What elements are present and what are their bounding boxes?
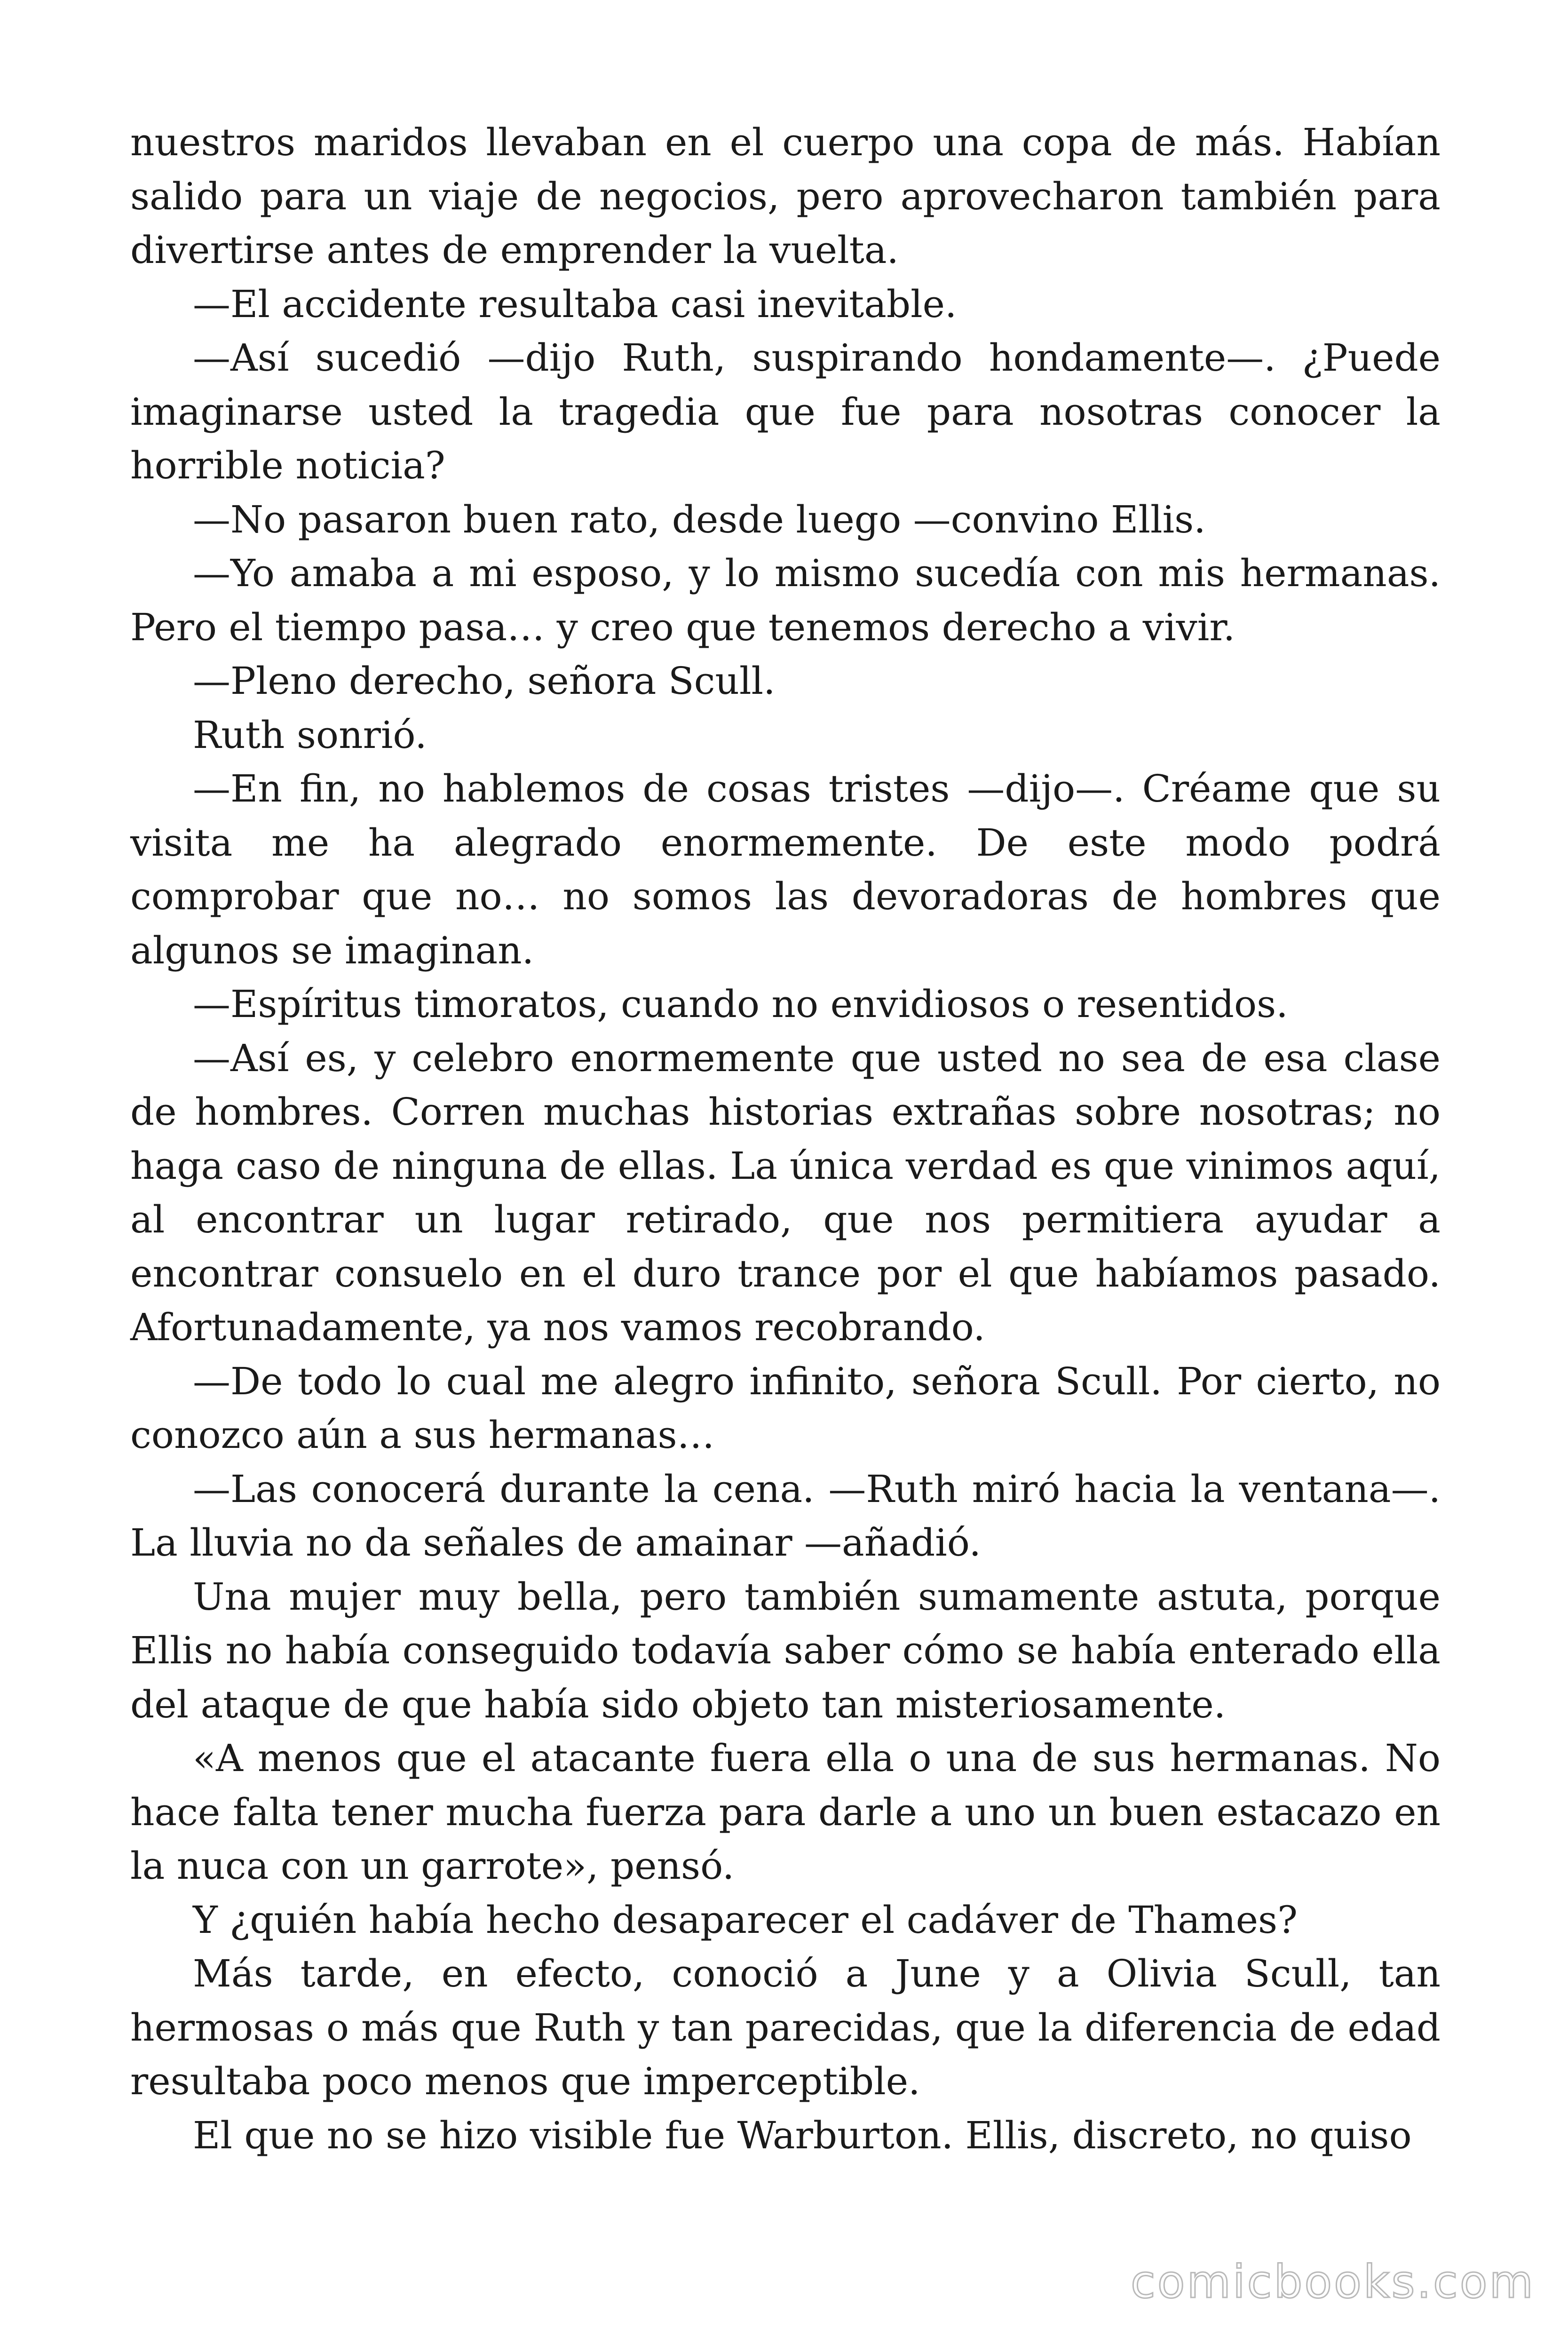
paragraph: Y ¿quién había hecho desaparecer el cadáver de Thames? xyxy=(193,1898,1298,1942)
paragraph: —Espíritus timoratos, cuando no envidiosos o resentidos. xyxy=(193,982,1288,1026)
paragraph: —En fin, no hablemos de cosas tristes —dijo—. Créame que su visita me ha alegrado enormemente. De este modo podrá comprobar que no… no somos las devoradoras de hombres que algunos se imaginan. xyxy=(130,767,1441,972)
paragraph: Ruth sonrió. xyxy=(193,713,427,757)
paragraph: —Así sucedió —dijo Ruth, suspirando hondamente—. ¿Puede imaginarse usted la tragedia que fue para nosotras conocer la horrible noticia? xyxy=(130,336,1441,487)
paragraph: nuestros maridos llevaban en el cuerpo una copa de más. Habían salido para un viaje de negocios, pero aprovecharon también para divertirse antes de emprender la vuelta. xyxy=(130,120,1441,272)
paragraph: —Pleno derecho, señora Scull. xyxy=(193,659,776,703)
paragraph: Una mujer muy bella, pero también sumamente astuta, porque Ellis no había conseguido todavía saber cómo se había enterado ella del ataque de que había sido objeto tan misteriosamente. xyxy=(130,1574,1441,1726)
book-page xyxy=(130,116,1441,2162)
paragraph: —Así es, y celebro enormemente que usted no sea de esa clase de hombres. Corren muchas historias extrañas sobre nosotras; no haga caso de ninguna de ellas. La única verdad es que vinimos aquí, al encontrar un lugar retirado, que nos permitiera ayudar a encontrar consuelo en el duro trance por el que habíamos pasado. Afortunadamente, ya nos vamos recobrando. xyxy=(130,1036,1441,1349)
paragraph: El que no se hizo visible fue Warburton. Ellis, discreto, no quiso xyxy=(193,2113,1412,2157)
paragraph: «A menos que el atacante fuera ella o una de sus hermanas. No hace falta tener mucha fuerza para darle a uno un buen estacazo en la nuca con un garrote», pensó. xyxy=(130,1736,1441,1888)
watermark: comicbooks.com xyxy=(1130,2256,1535,2308)
paragraph: —De todo lo cual me alegro infinito, señora Scull. Por cierto, no conozco aún a sus hermanas… xyxy=(130,1359,1441,1457)
paragraph: Más tarde, en efecto, conoció a June y a Olivia Scull, tan hermosas o más que Ruth y tan parecidas, que la diferencia de edad resultaba poco menos que imperceptible. xyxy=(130,1952,1441,2103)
paragraph: —Yo amaba a mi esposo, y lo mismo sucedía con mis hermanas. Pero el tiempo pasa… y creo que tenemos derecho a vivir. xyxy=(130,551,1441,649)
paragraph: —No pasaron buen rato, desde luego —convino Ellis. xyxy=(193,497,1206,541)
paragraph: —Las conocerá durante la cena. —Ruth miró hacia la ventana—. La lluvia no da señales de amainar —añadió. xyxy=(130,1467,1441,1565)
paragraph: —El accidente resultaba casi inevitable. xyxy=(193,282,957,326)
